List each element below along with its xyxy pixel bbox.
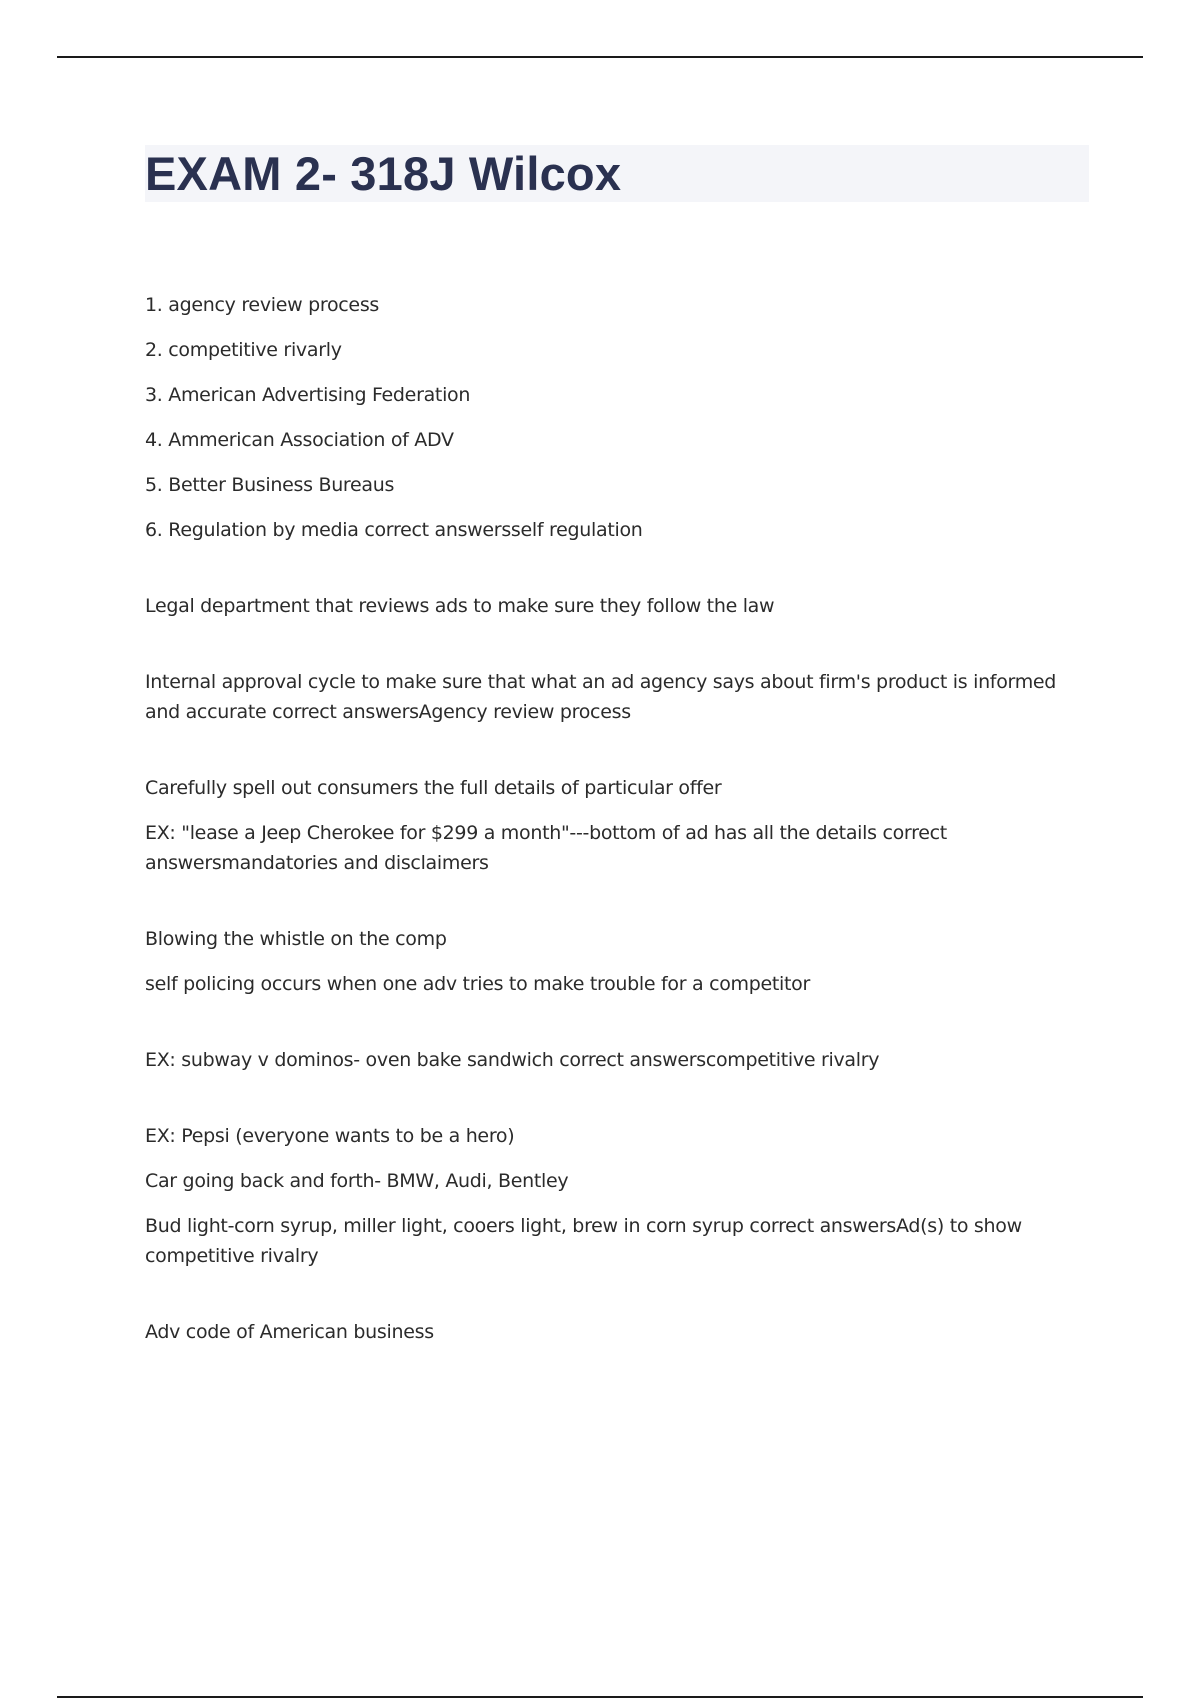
list-item: 5. Better Business Bureaus [145,474,395,496]
list-item: 2. competitive rivarly [145,339,342,361]
paragraph-subway-example: EX: subway v dominos- oven bake sandwich correct answerscompetitive rivalry [145,1049,880,1071]
paragraph-pepsi-example: EX: Pepsi (everyone wants to be a hero) [145,1125,515,1147]
numbered-list [145,290,1075,545]
list-item: 6. Regulation by media correct answersself regulation [145,519,643,541]
document-title: EXAM 2- 318J Wilcox [145,147,622,200]
paragraph-spell-out-details: Carefully spell out consumers the full details of particular offer [145,777,722,799]
paragraph-adv-code: Adv code of American business [145,1321,434,1343]
paragraph-legal-department: Legal department that reviews ads to make sure they follow the law [145,595,775,617]
top-divider [57,56,1143,58]
document-body [145,290,1075,1362]
paragraph-car-example: Car going back and forth- BMW, Audi, Bentley [145,1170,569,1192]
paragraph-internal-approval: Internal approval cycle to make sure that what an ad agency says about firm's product is informed and accurate correct answersAgency review process [145,671,1057,723]
list-item: 1. agency review process [145,294,380,316]
paragraph-whistle: Blowing the whistle on the comp [145,928,447,950]
list-item: 4. Ammerican Association of ADV [145,429,454,451]
paragraph-self-policing: self policing occurs when one adv tries to make trouble for a competitor [145,973,811,995]
paragraph-bud-light-example: Bud light-corn syrup, miller light, cooers light, brew in corn syrup correct answersAd(s) to show competitive rivalry [145,1215,1022,1267]
bottom-divider [57,1696,1143,1698]
list-item: 3. American Advertising Federation [145,384,471,406]
paragraph-jeep-example: EX: "lease a Jeep Cherokee for $299 a month"---bottom of ad has all the details correct answersmandatories and disclaimers [145,822,947,874]
